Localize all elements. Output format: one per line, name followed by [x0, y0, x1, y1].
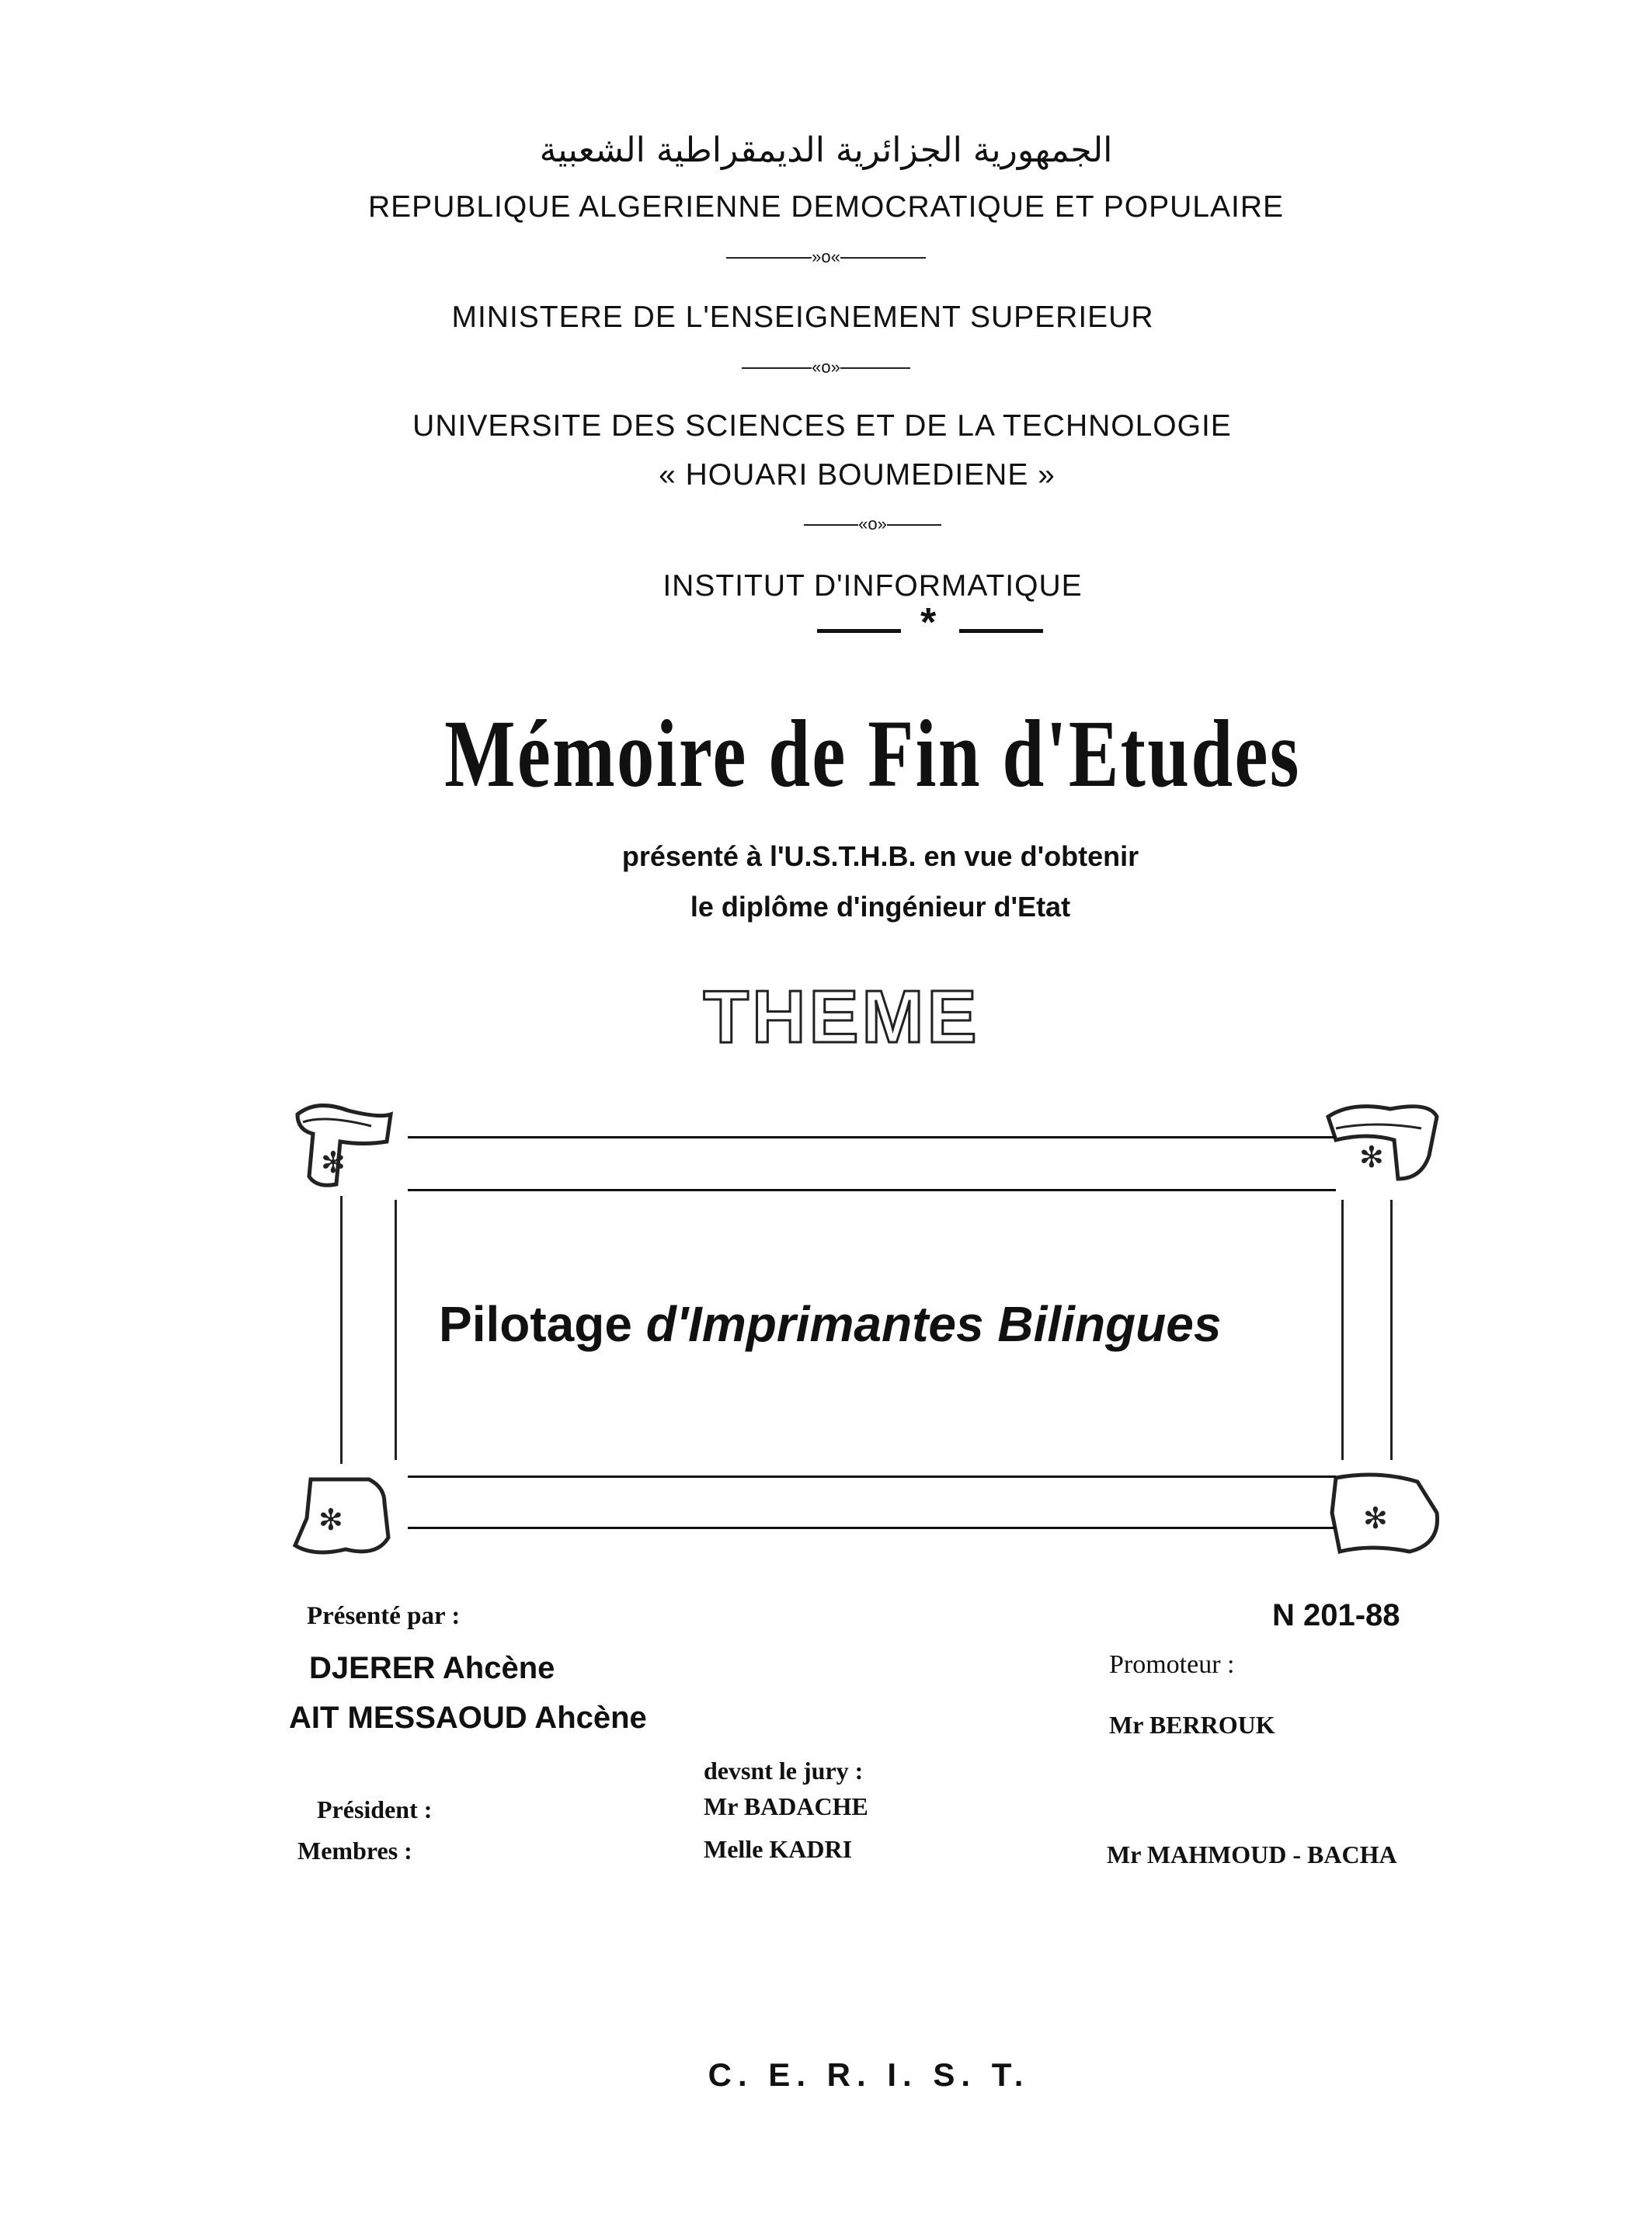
- promoter-name: Mr BERROUK: [1109, 1711, 1275, 1739]
- subject-word-1: Pilotage: [439, 1296, 632, 1352]
- scroll-ornament-bottom-left-icon: [291, 1472, 392, 1565]
- president-label: Président :: [317, 1795, 433, 1823]
- thesis-subject: [439, 1295, 1221, 1353]
- subtitle-line-2: le diplôme d'ingénieur d'Etat: [690, 891, 1071, 923]
- cerist-footer: C. E. R. I. S. T.: [708, 2056, 1030, 2093]
- frame-line-bottom-1: [408, 1475, 1336, 1478]
- promoter-label: Promoteur :: [1109, 1650, 1235, 1679]
- university-line: UNIVERSITE DES SCIENCES ET DE LA TECHNOLOGIE: [412, 409, 1232, 443]
- scroll-ornament-bottom-right-icon: [1324, 1466, 1445, 1563]
- svg-text:✻: ✻: [318, 1503, 343, 1537]
- frame-line-left-outer: [340, 1196, 343, 1464]
- presented-by-label: Présenté par :: [307, 1602, 461, 1630]
- subtitle-line-1: présenté à l'U.S.T.H.B. en vue d'obtenir: [621, 840, 1139, 872]
- frame-line-right-inner: [1341, 1200, 1344, 1460]
- author-2: AIT MESSAOUD Ahcène: [289, 1701, 647, 1735]
- institute-line: INSTITUT D'INFORMATIQUE: [663, 569, 1083, 603]
- separator-1: »o«: [0, 247, 1652, 267]
- member-1: Melle KADRI: [704, 1835, 853, 1863]
- author-1: DJERER Ahcène: [309, 1651, 555, 1685]
- theme-label: THEME: [703, 975, 980, 1058]
- jury-label: devsnt le jury :: [704, 1757, 864, 1785]
- document-title: Mémoire de Fin d'Etudes: [444, 700, 1301, 807]
- president-name: Mr BADACHE: [704, 1792, 868, 1820]
- scroll-ornament-top-left-icon: [294, 1099, 395, 1192]
- members-label: Membres :: [297, 1837, 412, 1865]
- institute-underline-right: [959, 629, 1043, 633]
- frame-line-top-1: [408, 1136, 1336, 1138]
- svg-text:✻: ✻: [1363, 1501, 1388, 1535]
- svg-text:✻: ✻: [1359, 1140, 1384, 1174]
- arabic-header: الجمهورية الجزائرية الديمقراطية الشعبية: [539, 130, 1113, 170]
- ministry-line: MINISTERE DE L'ENSEIGNEMENT SUPERIEUR: [451, 301, 1154, 334]
- separator-3: «o»: [47, 514, 1652, 534]
- separator-2: «o»: [0, 357, 1652, 377]
- university-name: « HOUARI BOUMEDIENE »: [659, 458, 1056, 492]
- subject-word-2: d'Imprimantes: [645, 1296, 984, 1352]
- frame-line-bottom-2: [408, 1527, 1336, 1529]
- republic-line: REPUBLIQUE ALGERIENNE DEMOCRATIQUE ET POPULAIRE: [368, 190, 1284, 224]
- frame-line-top-2: [408, 1189, 1336, 1191]
- institute-underline-left: [817, 629, 901, 633]
- scroll-ornament-top-right-icon: [1320, 1093, 1445, 1194]
- reference-number: N 201-88: [1272, 1598, 1400, 1632]
- frame-line-right-outer: [1390, 1200, 1393, 1460]
- frame-line-left-inner: [395, 1200, 397, 1460]
- institute-star: *: [920, 600, 937, 645]
- subject-word-3: Bilingues: [997, 1296, 1222, 1352]
- member-2: Mr MAHMOUD - BACHA: [1107, 1840, 1397, 1868]
- svg-text:✻: ✻: [321, 1145, 346, 1180]
